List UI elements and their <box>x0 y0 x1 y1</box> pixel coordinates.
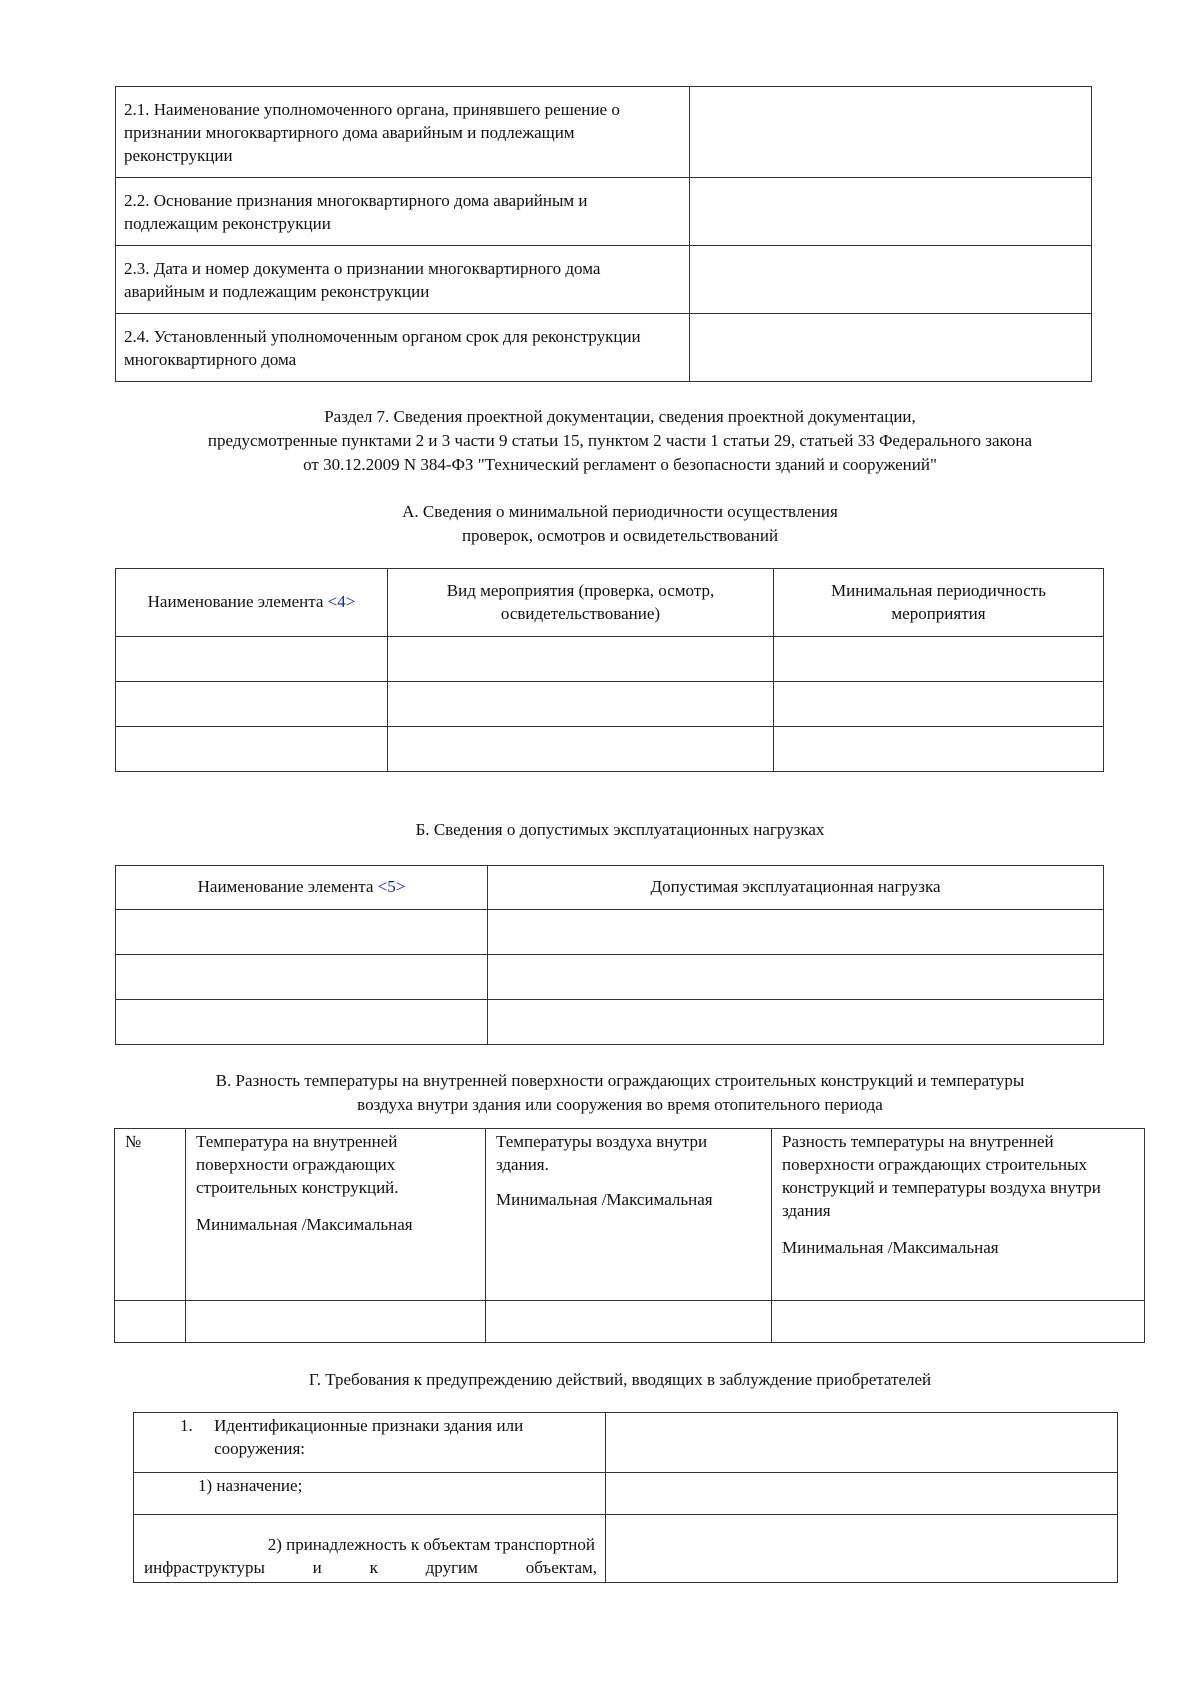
table-row <box>134 1515 1118 1583</box>
table-cell[interactable] <box>115 1301 186 1343</box>
table-cell[interactable] <box>186 1301 486 1343</box>
section-b-title: Б. Сведения о допустимых эксплуатационных нагрузках <box>415 820 825 839</box>
sub-item-1-label: 1) назначение; <box>134 1473 606 1515</box>
table-row <box>116 1000 1104 1045</box>
table-cell[interactable] <box>486 1301 772 1343</box>
table-cell[interactable] <box>116 637 388 682</box>
table-row <box>116 246 1092 314</box>
item-1-value[interactable] <box>606 1413 1118 1473</box>
item-1-label <box>134 1413 606 1473</box>
sub-item-2-value[interactable] <box>606 1515 1118 1583</box>
table-row <box>116 910 1104 955</box>
table-cell[interactable] <box>116 955 488 1000</box>
table-cell[interactable] <box>774 682 1104 727</box>
table-section-v <box>114 1128 1145 1343</box>
table-cell[interactable] <box>772 1301 1145 1343</box>
table-cell[interactable] <box>388 637 774 682</box>
row-2-1-label: 2.1. Наименование уполномоченного органа, принявшего решение о признании многоквартирного дома аварийным и подлежащим реконструкции <box>116 87 690 178</box>
sub-item-2-label: 2) принадлежность к объектам транспортной инфраструктуры и к другим объектам, <box>134 1515 606 1583</box>
table-cell[interactable] <box>488 955 1104 1000</box>
table-row <box>116 314 1092 382</box>
table-header-row <box>116 569 1104 637</box>
table-cell[interactable] <box>488 1000 1104 1045</box>
row-2-2-label: 2.2. Основание признания многоквартирного дома аварийным и подлежащим реконструкции <box>116 178 690 246</box>
table-cell[interactable] <box>774 637 1104 682</box>
table-cell[interactable] <box>116 682 388 727</box>
col-activity-type-header: Вид мероприятия (проверка, осмотр, освидетельствование) <box>388 569 774 637</box>
col-allowed-load-header: Допустимая эксплуатационная нагрузка <box>488 866 1104 910</box>
table-cell[interactable] <box>488 910 1104 955</box>
table-row <box>116 178 1092 246</box>
col-number-header: № <box>115 1129 186 1301</box>
col-surface-temp-header: Температура на внутренней поверхности ограждающих строительных конструкций. Минимальная /Максимальная <box>186 1129 486 1301</box>
table-2-section <box>115 86 1092 382</box>
table-row <box>134 1473 1118 1515</box>
table-cell[interactable] <box>116 910 488 955</box>
col-min-periodicity-header: Минимальная периодичность мероприятия <box>774 569 1104 637</box>
table-row <box>115 1301 1145 1343</box>
section-a-title: А. Сведения о минимальной периодичности осуществления проверок, осмотров и освидетельствований <box>402 502 838 545</box>
table-row <box>116 87 1092 178</box>
col-element-name-header: Наименование элемента <4> <box>116 569 388 637</box>
table-cell[interactable] <box>116 1000 488 1045</box>
table-header-row <box>116 866 1104 910</box>
col-air-temp-header: Температуры воздуха внутри здания. Минимальная /Максимальная <box>486 1129 772 1301</box>
item-1-line: 1. Идентификационные признаки здания или сооружения: <box>180 1416 524 1458</box>
sub-item-1-value[interactable] <box>606 1473 1118 1515</box>
table-row <box>134 1413 1118 1473</box>
row-2-3-value[interactable] <box>690 246 1092 314</box>
table-row <box>116 682 1104 727</box>
section-v-title: В. Разность температуры на внутренней поверхности ограждающих строительных конструкций и температуры воздуха внутри здания или сооружения во время отопительного периода <box>215 1071 1025 1114</box>
table-cell[interactable] <box>774 727 1104 772</box>
table-row <box>116 727 1104 772</box>
row-2-3-label: 2.3. Дата и номер документа о признании многоквартирного дома аварийным и подлежащим реконструкции <box>116 246 690 314</box>
section-7-title: Раздел 7. Сведения проектной документации, сведения проектной документации, предусмотренные пунктами 2 и 3 части 9 статьи 15, пунктом 2 части 1 статьи 29, статьей 33 Федерального закона от 30.12.2009 N 384-ФЗ "Технический регламент о безопасности зданий и сооружений" <box>207 407 1033 474</box>
row-2-4-label: 2.4. Установленный уполномоченным органом срок для реконструкции многоквартирного дома <box>116 314 690 382</box>
footnote-ref-4[interactable]: <4> <box>327 592 356 612</box>
row-2-2-value[interactable] <box>690 178 1092 246</box>
section-g-title: Г. Требования к предупреждению действий, вводящих в заблуждение приобретателей <box>308 1370 932 1389</box>
table-row <box>116 955 1104 1000</box>
row-2-1-value[interactable] <box>690 87 1092 178</box>
col-element-name-header: Наименование элемента <5> <box>116 866 488 910</box>
table-section-b <box>115 865 1104 1045</box>
table-section-g <box>133 1412 1118 1583</box>
footnote-ref-5[interactable]: <5> <box>377 877 406 897</box>
row-2-4-value[interactable] <box>690 314 1092 382</box>
table-section-a <box>115 568 1104 772</box>
col-temp-difference-header: Разность температуры на внутренней поверхности ограждающих строительных конструкций и температуры воздуха внутри здания Минимальная /Максимальная <box>772 1129 1145 1301</box>
table-cell[interactable] <box>388 727 774 772</box>
table-header-row <box>115 1129 1145 1301</box>
table-cell[interactable] <box>388 682 774 727</box>
table-cell[interactable] <box>116 727 388 772</box>
table-row <box>116 637 1104 682</box>
